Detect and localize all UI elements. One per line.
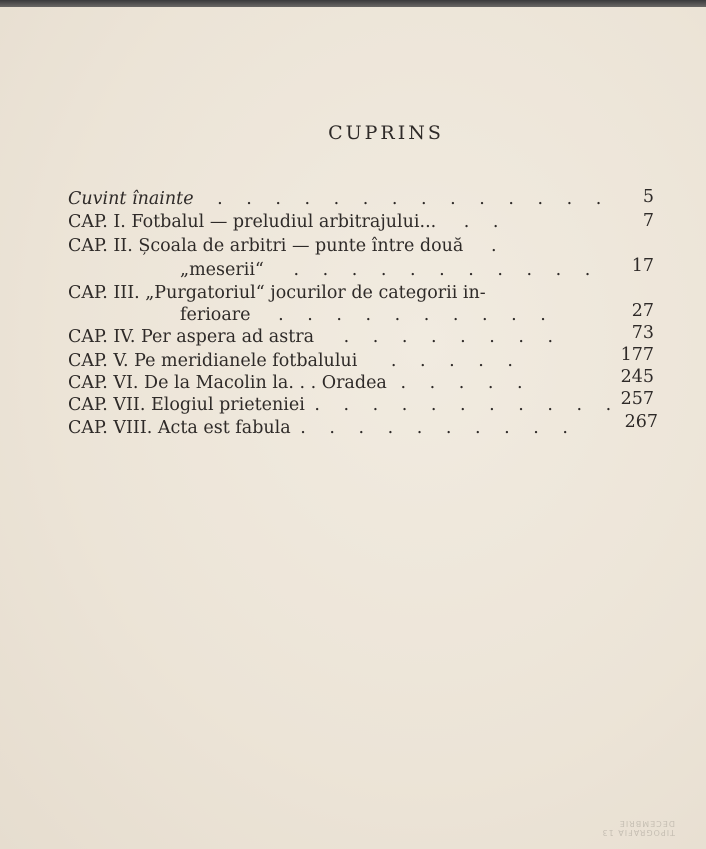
book-edge: [0, 0, 706, 7]
toc-page-number: 5: [642, 187, 654, 207]
toc-leader-dots: . .: [463, 212, 508, 232]
toc-entry: CAP. II. Școala de arbitri — punte între două .: [68, 236, 506, 256]
page-title: CUPRINS: [328, 122, 444, 144]
toc-entry: [68, 283, 486, 303]
toc-entry-title: CAP. V. Pe meridianele fotbalului: [68, 351, 358, 371]
toc-entry: [68, 395, 620, 415]
printer-stamp-faint: TIPOGRAFIA 13 DECEMBRIE: [601, 819, 675, 837]
toc-entry-title: CAP. VIII. Acta est fabula: [68, 418, 291, 438]
toc-leader-dots: . . . . . . . . . .: [278, 305, 555, 325]
toc-entry-title-line2: ferioare: [180, 305, 251, 325]
toc-page-number: 245: [620, 367, 654, 387]
toc-leader-dots: . . . . . . . . . . .: [293, 260, 600, 280]
toc-page-number: 27: [631, 301, 654, 321]
toc-entry-title: CAP. III. „Purgatoriul“ jocurilor de categorii in-: [68, 283, 486, 303]
toc-entry: [68, 327, 562, 347]
toc-page-number: 177: [620, 345, 654, 365]
toc-page-number: 7: [642, 211, 654, 231]
toc-leader-dots: . . . . . . . . . .: [300, 418, 577, 438]
toc-entry: [68, 373, 532, 393]
toc-leader-dots: . . . . .: [400, 373, 532, 393]
toc-entry: [68, 418, 577, 438]
toc-entry: [68, 212, 507, 232]
toc-leader-dots: . . . . . . . . . . .: [314, 395, 621, 415]
toc-leader-dots: . . . . . . . .: [343, 327, 563, 347]
toc-page-number: 257: [620, 389, 654, 409]
toc-entry-title: Cuvint înainte: [68, 189, 194, 209]
toc-leader-dots: . . . . .: [390, 351, 522, 371]
book-page: [0, 7, 706, 849]
toc-entry-continuation: [180, 305, 555, 325]
toc-entry-title: CAP. II. Școala de arbitri — punte între două: [68, 236, 464, 256]
toc-entry-title-line2: „meserii“: [180, 260, 264, 280]
toc-entry-title: CAP. IV. Per aspera ad astra: [68, 327, 315, 347]
toc-entry: [68, 189, 610, 209]
toc-page-number: 267: [624, 412, 658, 432]
toc-leader-dots: . . . . . . . . . . . . . .: [217, 189, 611, 209]
toc-entry: [68, 351, 522, 371]
toc-page-number: 17: [631, 256, 654, 276]
toc-page-number: 73: [631, 323, 654, 343]
toc-entry-title: CAP. VI. De la Macolin la. . . Oradea: [68, 373, 387, 393]
toc-entry-continuation: [180, 260, 599, 280]
toc-entry-title: CAP. I. Fotbalul — preludiul arbitrajului...: [68, 212, 437, 232]
toc-entry-title: CAP. VII. Elogiul prieteniei: [68, 395, 305, 415]
